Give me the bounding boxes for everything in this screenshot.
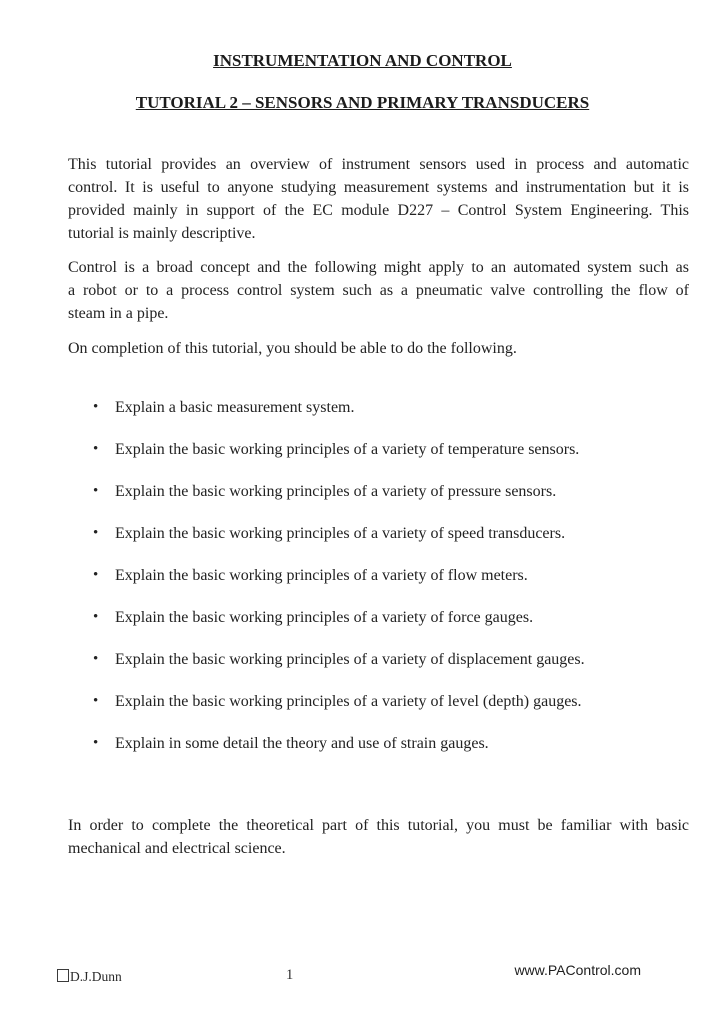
doc-title: INSTRUMENTATION AND CONTROL [213,51,512,70]
paragraph-line: Control is a broad concept and the following might apply to an automated system such as [68,259,689,276]
footer-author [57,969,122,985]
objective-text: Explain the basic working principles of a variety of pressure sensors. [115,483,557,500]
paragraph-line: tutorial is mainly descriptive. [68,225,256,242]
missing-glyph-box-icon [57,969,69,982]
objective-item [68,522,689,545]
bullet-icon: • [93,483,99,499]
objective-text: Explain the basic working principles of a variety of flow meters. [115,567,528,584]
paragraph-line: control. It is useful to anyone studying measurement systems and instrumentation but it is [68,179,689,196]
completion-paragraph [68,337,689,360]
doc-subtitle: TUTORIAL 2 – SENSORS AND PRIMARY TRANSDUCERS [135,93,590,112]
objective-item [68,480,689,503]
objectives-list [68,396,689,774]
control-concept-paragraph [68,256,689,325]
intro-paragraph [68,153,689,245]
bullet-icon: • [93,399,99,415]
page-number: 1 [286,967,294,983]
bullet-icon: • [93,693,99,709]
objective-text: Explain the basic working principles of a variety of level (depth) gauges. [115,693,582,710]
website-link[interactable]: www.PAControl.com [514,962,641,978]
objective-text: Explain the basic working principles of a variety of speed transducers. [115,525,566,542]
bullet-icon: • [93,525,99,541]
paragraph-line: a robot or to a process control system such as a pneumatic valve controlling the flow of [68,282,689,299]
bullet-icon: • [93,609,99,625]
paragraph-line: On completion of this tutorial, you should be able to do the following. [68,340,517,357]
objective-item [68,648,689,671]
paragraph-line: In order to complete the theoretical part of this tutorial, you must be familiar with basic [68,817,689,834]
objective-item [68,396,689,419]
footer-author-text: D.J.Dunn [70,969,122,984]
objective-text: Explain a basic measurement system. [115,399,355,416]
objective-text: Explain the basic working principles of a variety of displacement gauges. [115,651,585,668]
paragraph-line: steam in a pipe. [68,305,169,322]
objective-item [68,732,689,755]
bullet-icon: • [93,651,99,667]
bullet-icon: • [93,441,99,457]
paragraph-line: This tutorial provides an overview of instrument sensors used in process and automatic [68,156,689,173]
closing-paragraph [68,814,689,860]
objective-text: Explain in some detail the theory and use of strain gauges. [115,735,489,752]
objective-item [68,438,689,461]
objective-text: Explain the basic working principles of a variety of temperature sensors. [115,441,580,458]
bullet-icon: • [93,567,99,583]
objective-text: Explain the basic working principles of a variety of force gauges. [115,609,534,626]
objective-item [68,564,689,587]
bullet-icon: • [93,735,99,751]
objective-item [68,606,689,629]
paragraph-line: provided mainly in support of the EC module D227 – Control System Engineering. This [68,202,689,219]
paragraph-line: mechanical and electrical science. [68,840,286,857]
objective-item [68,690,689,713]
